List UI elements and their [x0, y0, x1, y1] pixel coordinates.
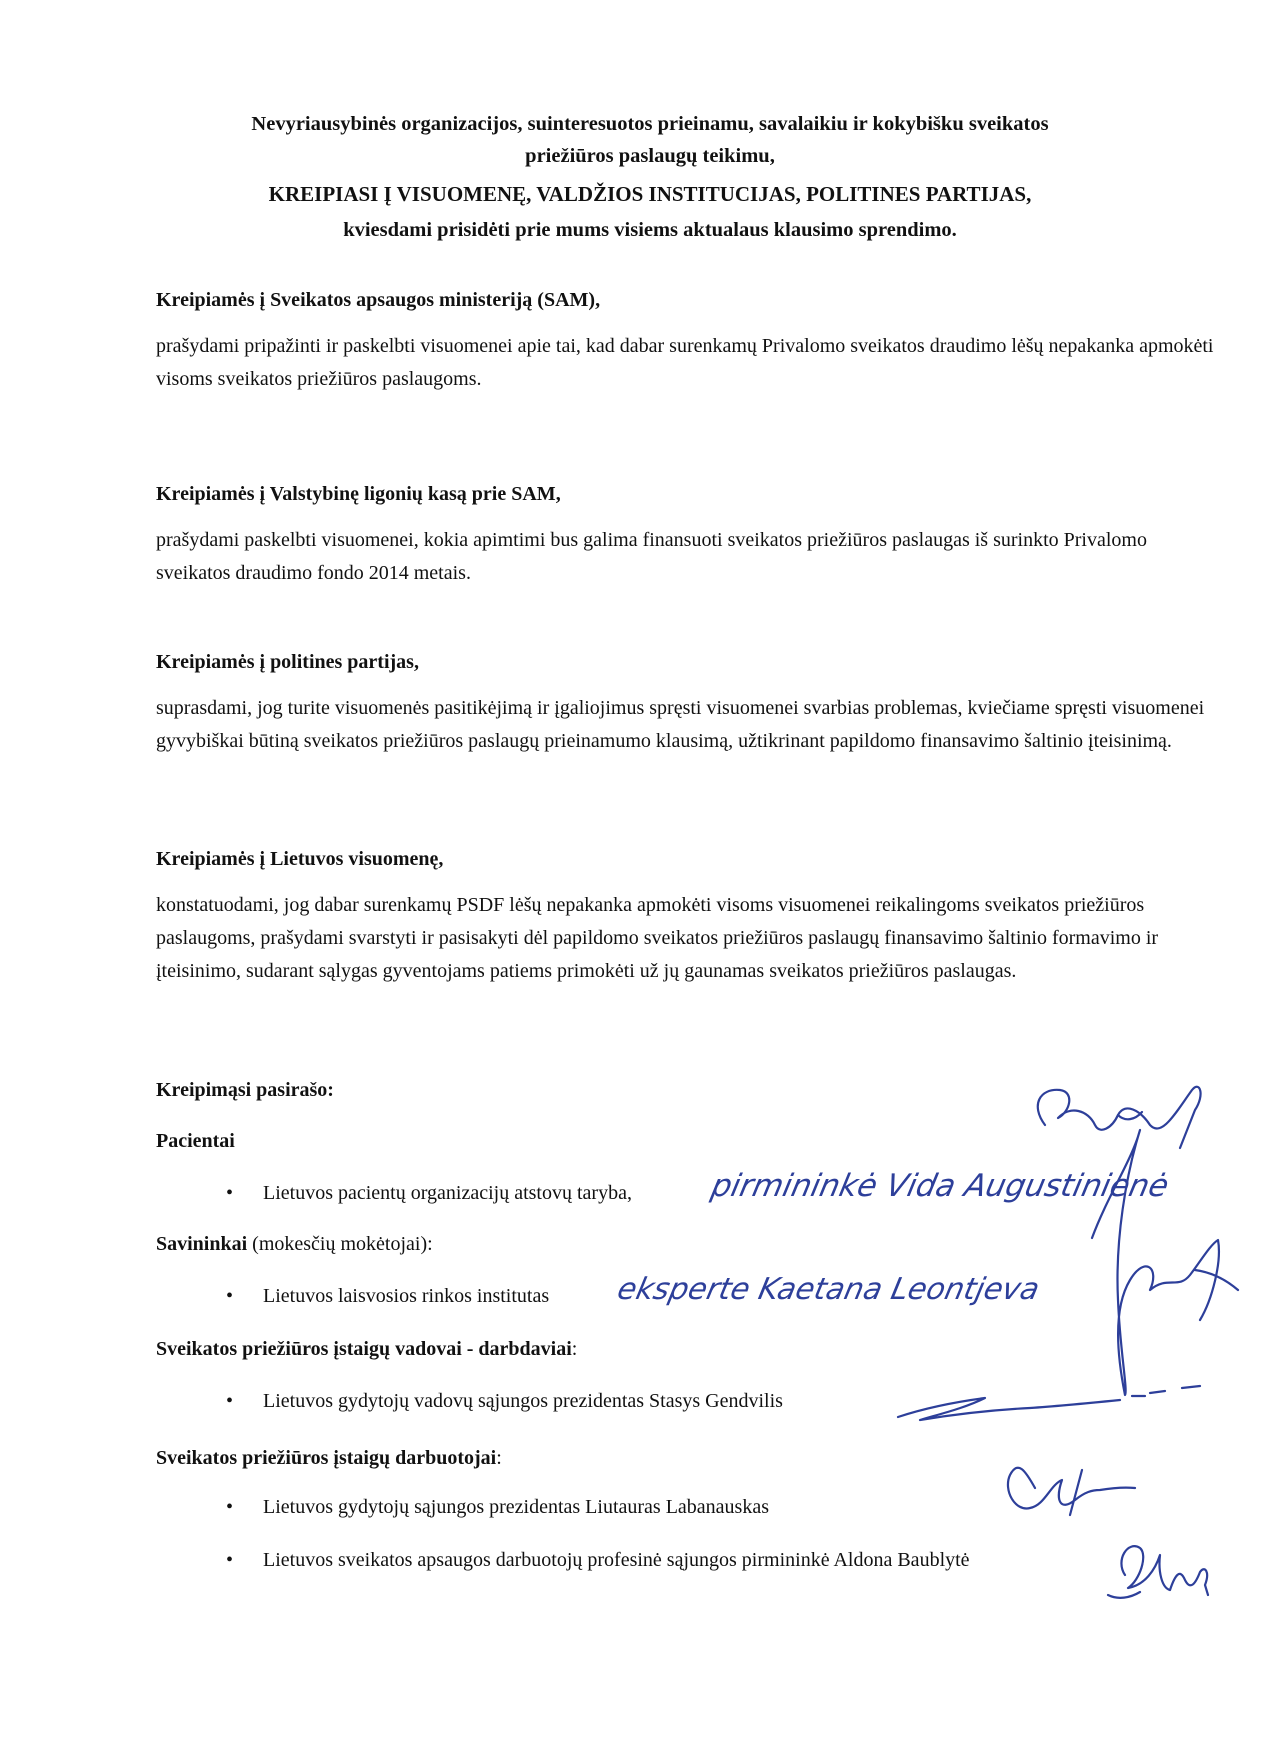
signatory-item [226, 1496, 769, 1519]
signatory-text: Lietuvos laisvosios rinkos institutas [263, 1285, 550, 1307]
group-label-owners [156, 1233, 433, 1256]
header-line-4: kviesdami prisidėti prie mums visiems aktualaus klausimo sprendimo. [343, 219, 957, 241]
handwritten-annotation: pirmininkė Vida Augustinienė [708, 1168, 1172, 1204]
signatory-item [226, 1549, 970, 1572]
bullet-icon: • [226, 1549, 234, 1571]
group-label-bold: Savininkai [156, 1233, 248, 1255]
section-heading: Kreipiamės į Lietuvos visuomenę, [156, 848, 444, 870]
section-body: suprasdami, jog turite visuomenės pasitikėjimą ir įgaliojimus spręsti visuomenei svarbias problemas, kviečiame spręsti visuomenei gyvybiškai būtiną sveikatos priežiūros paslaugų prieinamumo klausimą, užtikrinant papildomo finansavimo šaltinio įteisinimą. [156, 697, 1205, 752]
section-heading: Kreipiamės į Valstybinę ligonių kasą prie SAM, [156, 483, 561, 505]
signatory-text: Lietuvos pacientų organizacijų atstovų taryba, [263, 1182, 632, 1204]
section-body: konstatuodami, jog dabar surenkamų PSDF lėšų nepakanka apmokėti visoms visuomenei reikalingoms sveikatos priežiūros paslaugoms, prašydami svarstyti ir pasisakyti dėl papildomo sveikatos priežiūros paslaugų finansavimo šaltinio formavimo ir įteisinimo, sudarant sąlygas gyventojams patiems primokėti už jų gaunamas sveikatos priežiūros paslaugas. [156, 894, 1159, 982]
group-label-patients [156, 1130, 235, 1153]
header-line-3: KREIPIASI Į VISUOMENĘ, VALDŽIOS INSTITUCIJAS, POLITINES PARTIJAS, [268, 182, 1032, 206]
bullet-icon: • [226, 1496, 234, 1518]
header-line-1: Nevyriausybinės organizacijos, suinteresuotos prieinamu, savalaikiu ir kokybišku sveikatos [251, 113, 1049, 135]
signature-augustiniene [1038, 1087, 1201, 1148]
section-society [156, 845, 1216, 988]
group-label-bold: Pacientai [156, 1130, 235, 1152]
group-label-rest: : [496, 1447, 502, 1469]
section-heading: Kreipiamės į politines partijas, [156, 651, 419, 673]
signatures-title: Kreipimąsi pasirašo: [156, 1079, 334, 1101]
group-label-rest: : [571, 1338, 578, 1360]
section-body: prašydami paskelbti visuomenei, kokia apimtimi bus galima finansuoti sveikatos priežiūros paslaugas iš surinkto Privalomo sveikatos draudimo fondo 2014 metais. [156, 529, 1147, 584]
signatory-text: Lietuvos sveikatos apsaugos darbuotojų profesinė sąjungos pirmininkė Aldona Baublytė [263, 1549, 970, 1571]
group-label-managers [156, 1338, 577, 1361]
signatory-item [226, 1285, 549, 1308]
signatory-text: Lietuvos gydytojų sąjungos prezidentas Liutauras Labanauskas [263, 1496, 769, 1518]
group-label-employees [156, 1447, 502, 1470]
bullet-icon: • [226, 1182, 234, 1204]
handwritten-annotation: eksperte Kaetana Leontjeva [614, 1272, 1043, 1307]
section-body: prašydami pripažinti ir paskelbti visuomenei apie tai, kad dabar surenkamų Privalomo sveikatos draudimo lėšų nepakanka apmokėti visoms sveikatos priežiūros paslaugoms. [156, 335, 1214, 390]
bullet-icon: • [226, 1285, 234, 1307]
group-label-bold: Sveikatos priežiūros įstaigų darbuotojai [156, 1447, 497, 1469]
signature-baublyte [1108, 1546, 1208, 1598]
section-ministry [156, 286, 1216, 396]
document-header [150, 108, 1150, 246]
section-health-fund [156, 480, 1216, 590]
header-line-2: priežiūros paslaugų teikimu, [525, 145, 775, 167]
section-heading: Kreipiamės į Sveikatos apsaugos ministeriją (SAM), [156, 289, 601, 311]
group-label-rest: (mokesčių mokėtojai): [247, 1233, 433, 1255]
bullet-icon: • [226, 1390, 234, 1412]
signatory-item [226, 1182, 632, 1205]
signatory-item [226, 1390, 783, 1413]
section-political-parties [156, 648, 1216, 758]
signature-labanauskas [1008, 1468, 1135, 1515]
signatory-text: Lietuvos gydytojų vadovų sąjungos prezidentas Stasys Gendvilis [263, 1390, 783, 1412]
signature-gendvilis [898, 1386, 1200, 1420]
group-label-bold: Sveikatos priežiūros įstaigų vadovai - darbdaviai [156, 1338, 572, 1360]
